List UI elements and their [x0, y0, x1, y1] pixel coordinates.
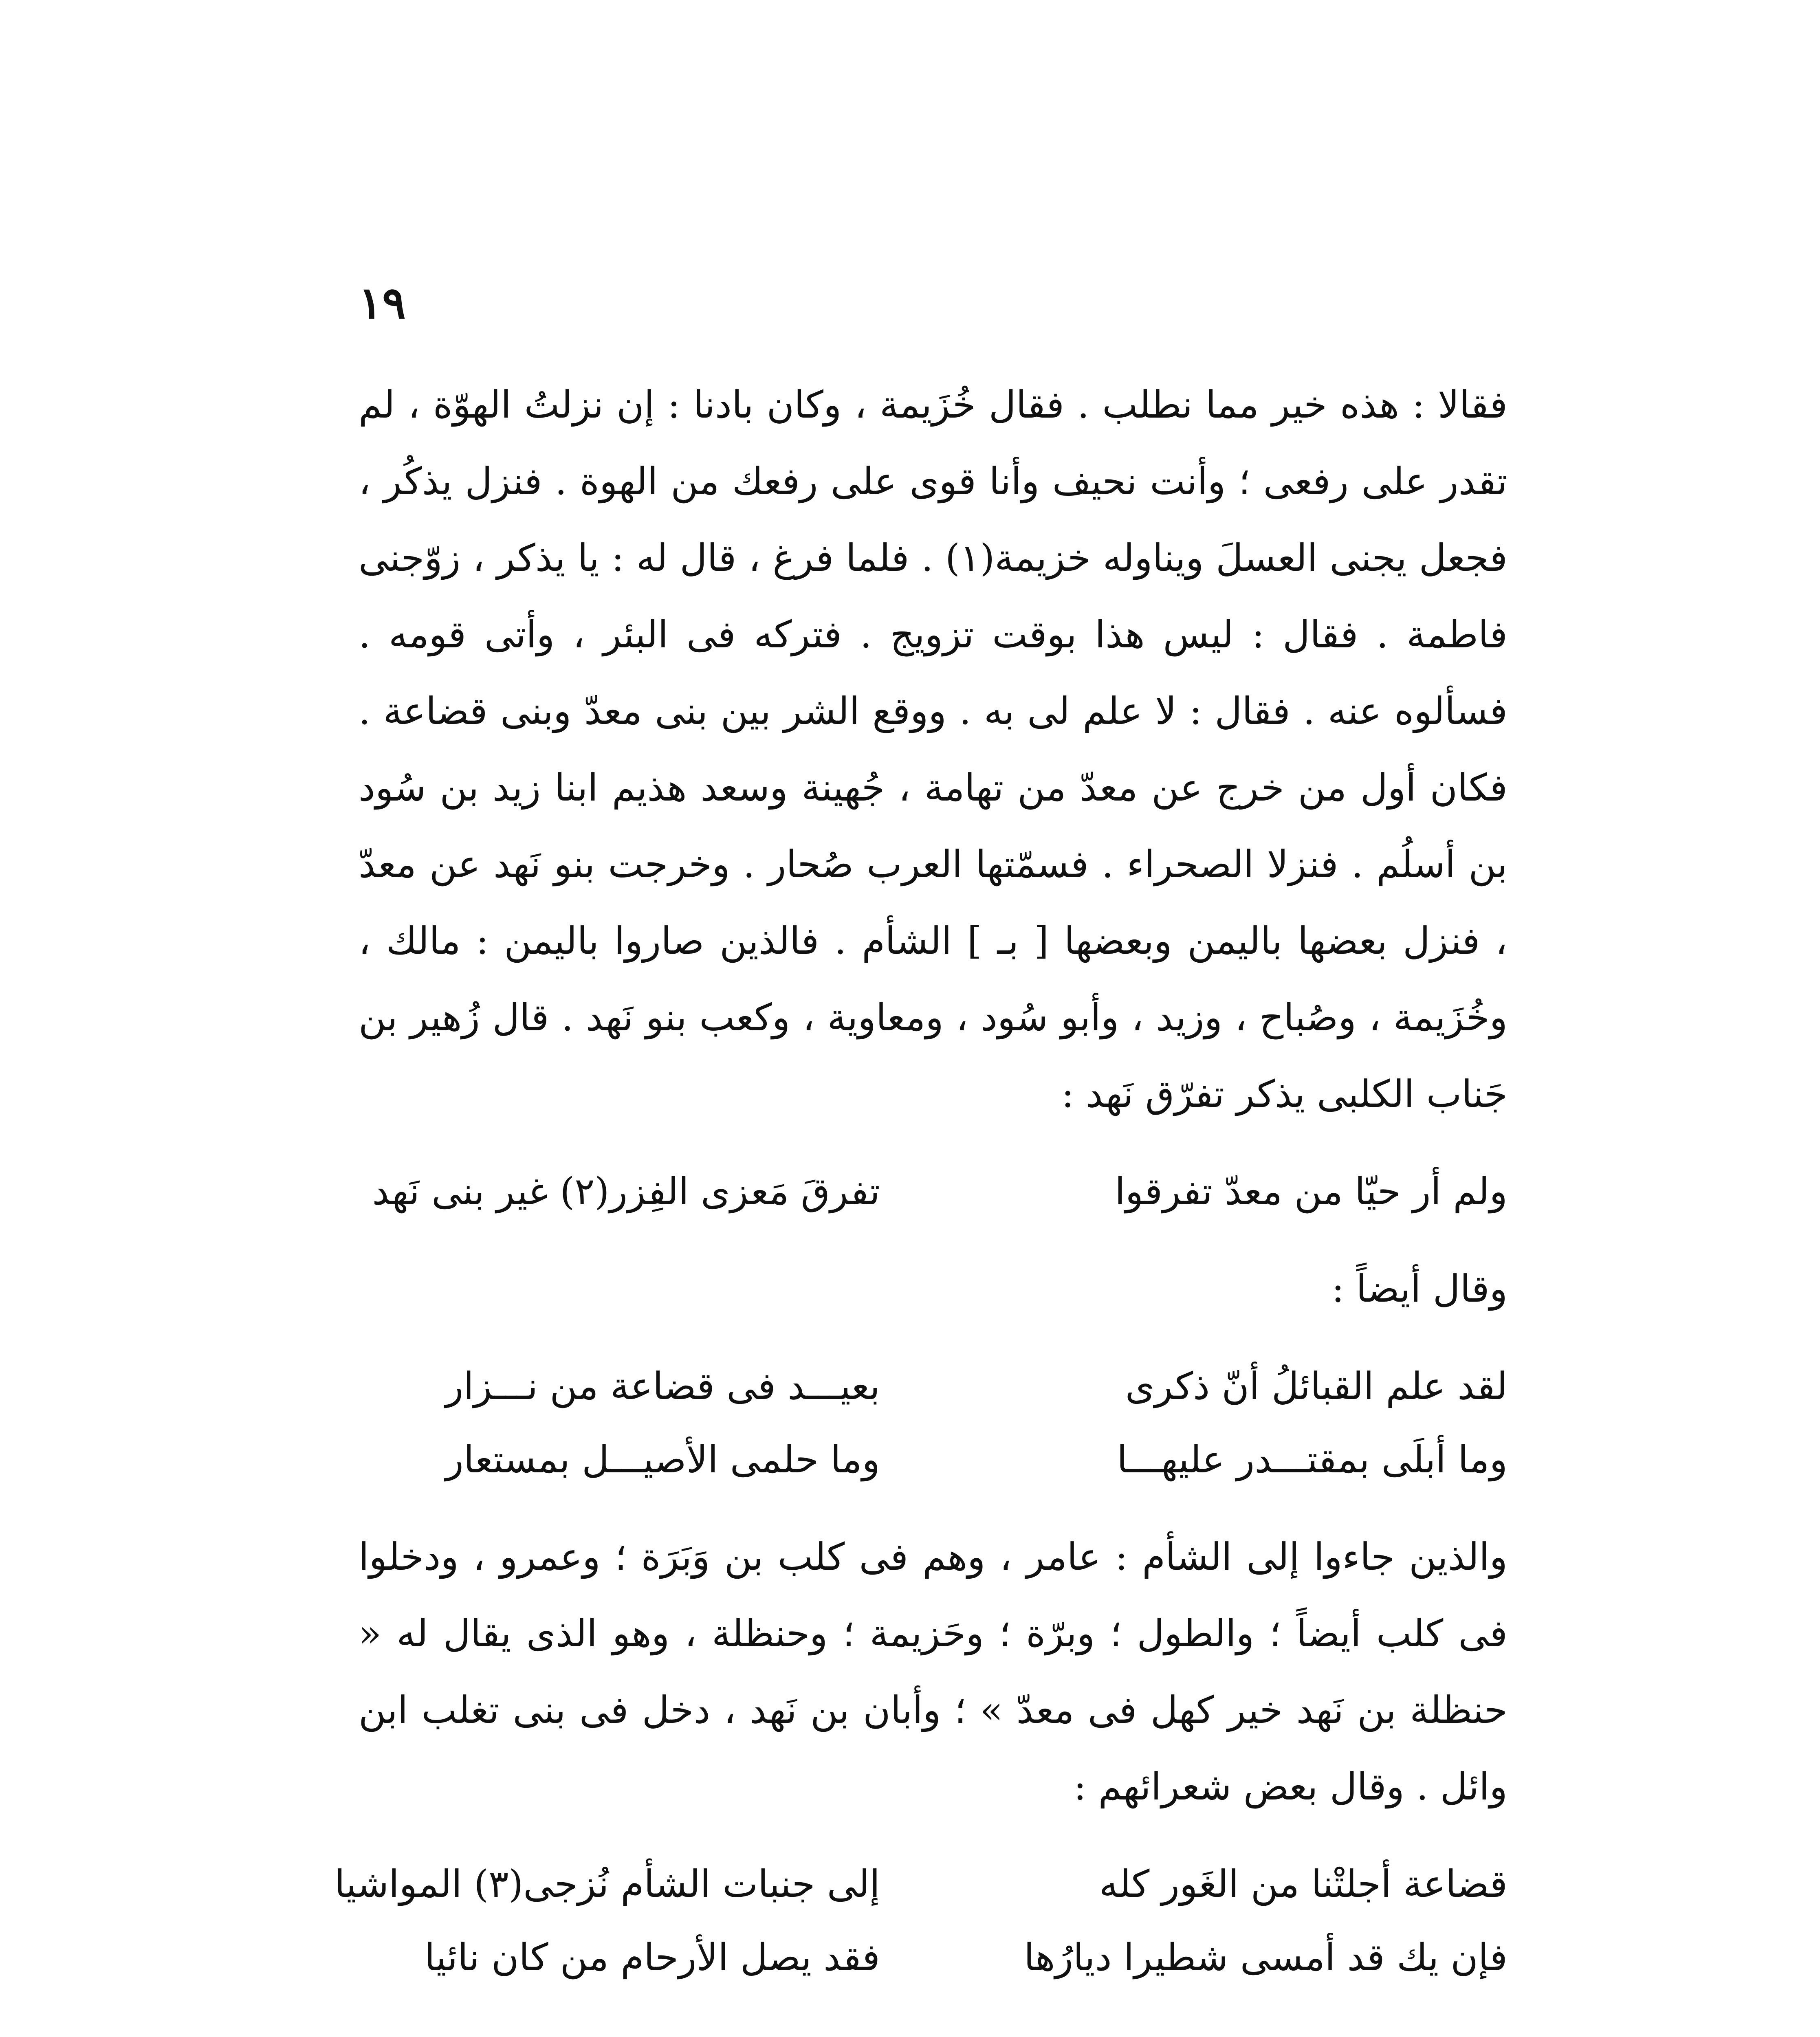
- verse-second-hemistich: وما حلمى الأصيـــل بمستعار: [445, 1438, 880, 1481]
- verse-line: [359, 1921, 1507, 1994]
- verse-block-2: [359, 1350, 1507, 1496]
- verse-line: [359, 1350, 1507, 1423]
- verse-block-1: [359, 1155, 1507, 1228]
- main-text: [335, 367, 1507, 2017]
- paragraph-1: فقالا : هذه خير مما نطلب . فقال خُزَيمة ، وكان بادنا : إن نزلتُ الهوّة ، لم تقدر على رفعى ؛ وأنت نحيف وأنا قوى على رفعك من الهوة . فنزل يذكُر ، فجعل يجنى العسلَ ويناوله خزيمة(١) . فلما فرغ ، قال له : يا يذكر ، زوّجنى فاطمة . فقال : ليس هذا بوقت تزويج . فتركه فى البئر ، وأتى قومه . فسألوه عنه . فقال : لا علم لى به . ووقع الشر بين بنى معدّ وبنى قضاعة . فكان أول من خرج عن معدّ من تهامة ، جُهينة وسعد هذيم ابنا زيد بن سُود بن أسلُم . فنزلا الصحراء . فسمّتها العرب صُحار . وخرجت بنو نَهد عن معدّ ، فنزل بعضها باليمن وبعضها [ بـ ] الشأم . فالذين صاروا باليمن : مالك ، وخُزَيمة ، وصُباح ، وزيد ، وأبو سُود ، ومعاوية ، وكعب بنو نَهد . قال زُهير بن جَناب الكلبى يذكر تفرّق نَهد :: [359, 383, 1507, 1116]
- verse-first-hemistich: ولم أر حيّا من معدّ تفرقوا: [1115, 1170, 1507, 1213]
- verse-intro: وقال أيضاً :: [1331, 1267, 1507, 1311]
- verse-second-hemistich: فقد يصل الأرحام من كان نائيا: [424, 1936, 880, 1979]
- verse-block-3: [335, 1848, 1507, 1994]
- verse-line: [359, 1423, 1507, 1496]
- verse-second-hemistich: بعيـــد فى قضاعة من نـــزار: [445, 1364, 880, 1408]
- verse-second-hemistich: إلى جنبات الشأم نُزجى(٣) المواشيا: [335, 1862, 880, 1906]
- verse-first-hemistich: فإن يك قد أمسى شطيرا ديارُها: [1023, 1936, 1507, 1979]
- page-number: ١٩: [359, 277, 406, 329]
- paragraph-2: والذين جاءوا إلى الشأم : عامر ، وهم فى كلب بن وَبَرَة ؛ وعمرو ، ودخلوا فى كلب أيضاً ؛ والطول ؛ وبرّة ؛ وحَزيمة ؛ وحنظلة ، وهو الذى يقال له « حنظلة بن نَهد خير كهل فى معدّ » ؛ وأبان بن نَهد ، دخل فى بنى تغلب ابن وائل . وقال بعض شعرائهم :: [359, 1535, 1507, 1808]
- verse-line: [359, 1155, 1507, 1228]
- verse-line: [335, 1848, 1507, 1921]
- verse-first-hemistich: وما أبلَى بمقتـــدر عليهـــا: [1117, 1438, 1507, 1481]
- verse-second-hemistich: تفرقَ مَعزى الفِزر(٢) غير بنى نَهد: [372, 1170, 880, 1213]
- verse-first-hemistich: قضاعة أجلتْنا من الغَور كله: [1099, 1862, 1507, 1906]
- verse-first-hemistich: لقد علم القبائلُ أنّ ذكرى: [1125, 1364, 1507, 1408]
